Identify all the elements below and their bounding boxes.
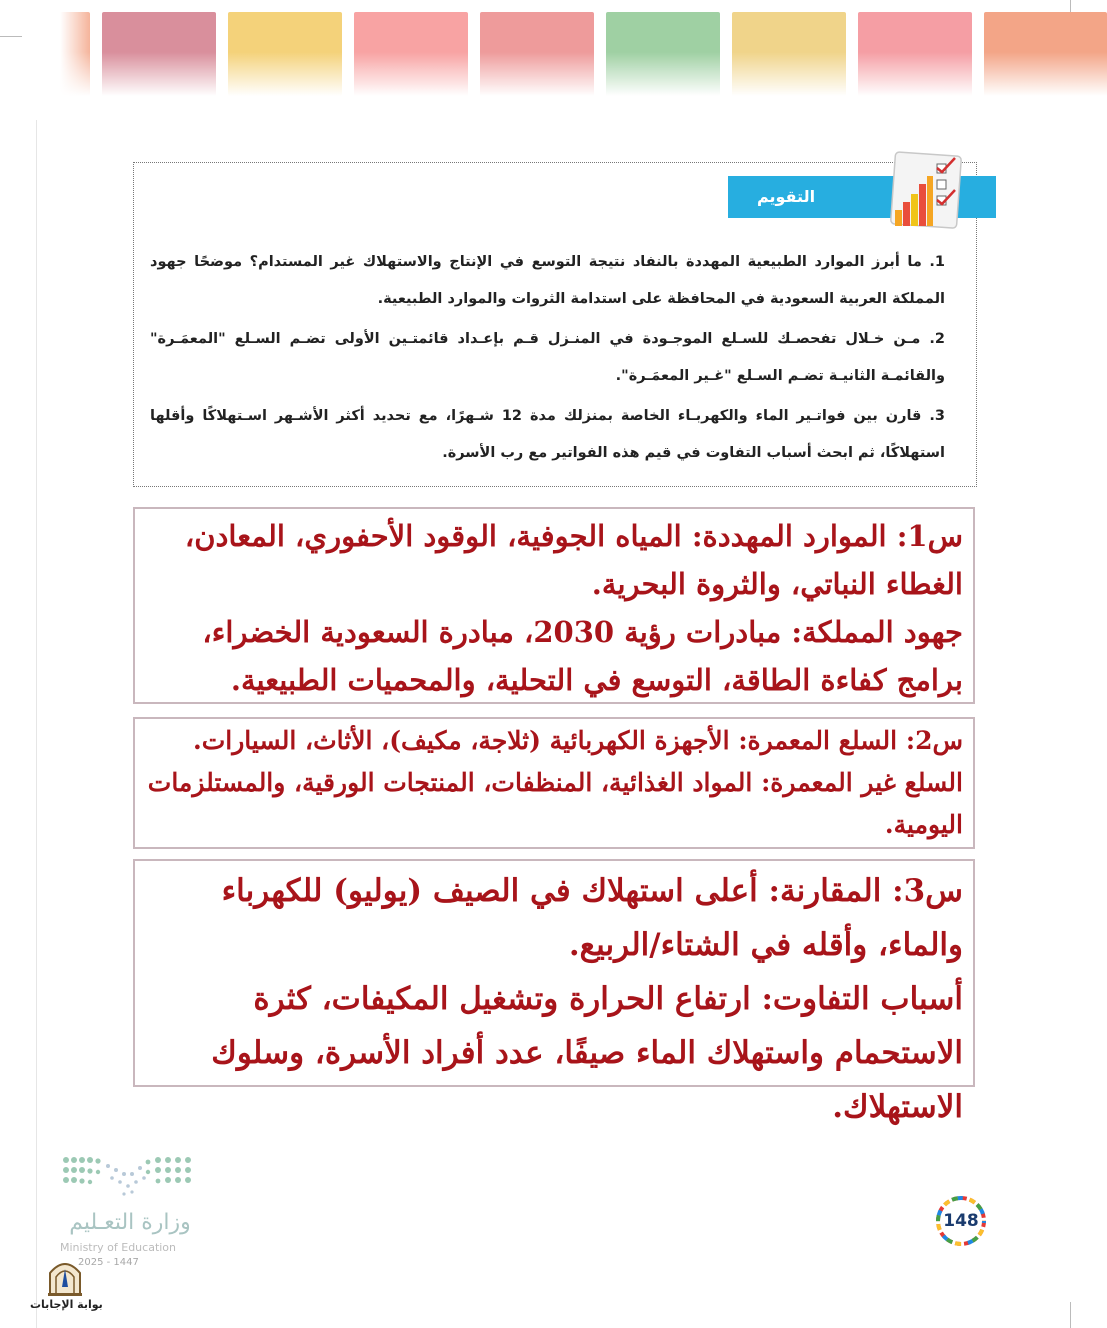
- header-fade: [36, 0, 96, 120]
- header-tab: [858, 12, 972, 96]
- ministry-name-arabic: وزارة التعـليم: [69, 1210, 191, 1235]
- question-1: [150, 244, 945, 318]
- page-number: 148: [943, 1211, 979, 1231]
- answers-portal-label: بوابة الإجابات: [30, 1298, 103, 1311]
- crop-mark: [36, 0, 37, 1328]
- question-3: [150, 398, 945, 472]
- answer-1: [145, 512, 963, 704]
- header-tab: [480, 12, 594, 96]
- crop-mark: [1070, 1302, 1071, 1328]
- header-tab: [984, 12, 1107, 96]
- question-1-text: ما أبرز الموارد الطبيعية المهددة بالنفاد نتيجة التوسع في الإنتاج والاستهلاك غير المستدام؟ موضحًا جهود المملكة العربية السعودية في المحافظة على استدامة الثروات والموارد الطبيعية.: [150, 254, 945, 307]
- ministry-dots-logo: [58, 1152, 198, 1202]
- header-tab: [102, 12, 216, 96]
- answer-2-line-1: س2: السلع المعمرة: الأجهزة الكهربائية (ثلاجة، مكيف)، الأثاث، السيارات.: [193, 726, 963, 755]
- answers-portal-logo-icon: [44, 1257, 86, 1297]
- answer-3-line-1: س3: المقارنة: أعلى استهلاك في الصيف (يوليو) للكهرباء والماء، وأقله في الشتاء/الربيع.: [221, 873, 963, 963]
- crop-mark: [0, 36, 22, 37]
- ministry-name-english: Ministry of Education: [60, 1241, 177, 1254]
- evaluation-title: التقويم: [756, 187, 816, 206]
- answer-1-line-1: س1: الموارد المهددة: المياه الجوفية، الوقود الأحفوري، المعادن، الغطاء النباتي، والثروة البحرية.: [184, 519, 963, 601]
- question-2-number: 2.: [929, 331, 945, 347]
- question-2: [150, 321, 945, 395]
- header-color-tabs: [36, 0, 1107, 96]
- checklist-chart-icon: [885, 150, 965, 230]
- header-tab: [732, 12, 846, 96]
- question-3-number: 3.: [929, 408, 945, 424]
- question-1-number: 1.: [929, 254, 945, 270]
- answer-2: [145, 720, 963, 846]
- header-tab: [228, 12, 342, 96]
- question-3-text: قارن بين فواتـير الماء والكهربـاء الخاصة بمنزلك مدة 12 شـهرًا، مع تحديد أكثر الأشـهر اسـتهلاكًا وأقلها استهلاكًا، ثم ابحث أسباب التفاوت في قيم هذه الفواتير مع رب الأسرة.: [150, 408, 945, 461]
- answer-box-3: [133, 859, 975, 1125]
- header-tab: [354, 12, 468, 96]
- answer-3-line-2: أسباب التفاوت: ارتفاع الحرارة وتشغيل المكيفات، كثرة الاستحمام واستهلاك الماء صيفًا، عدد أفراد الأسرة، وسلوك الاستهلاك.: [211, 981, 963, 1125]
- answer-1-line-2: جهود المملكة: مبادرات رؤية 2030، مبادرة السعودية الخضراء، برامج كفاءة الطاقة، التوسع في التحلية، والمحميات الطبيعية.: [202, 615, 963, 697]
- ministry-year: 2025 - 1447: [78, 1257, 139, 1268]
- answer-box-1: [133, 507, 975, 704]
- question-2-text: مـن خـلال تفحصـك للسـلع الموجـودة في المنـزل قـم بإعـداد قائمتـين الأولى تضـم السـلع "المعمَـرة" والقائمـة الثانيـة تضـم السـلع "غـير المعمَـرة".: [150, 331, 945, 384]
- answer-2-line-2: السلع غير المعمرة: المواد الغذائية، المنظفات، المنتجات الورقية، والمستلزمات اليومية.: [147, 768, 963, 839]
- answer-3: [145, 864, 963, 1134]
- header-tab: [606, 12, 720, 96]
- answer-box-2: [133, 717, 975, 849]
